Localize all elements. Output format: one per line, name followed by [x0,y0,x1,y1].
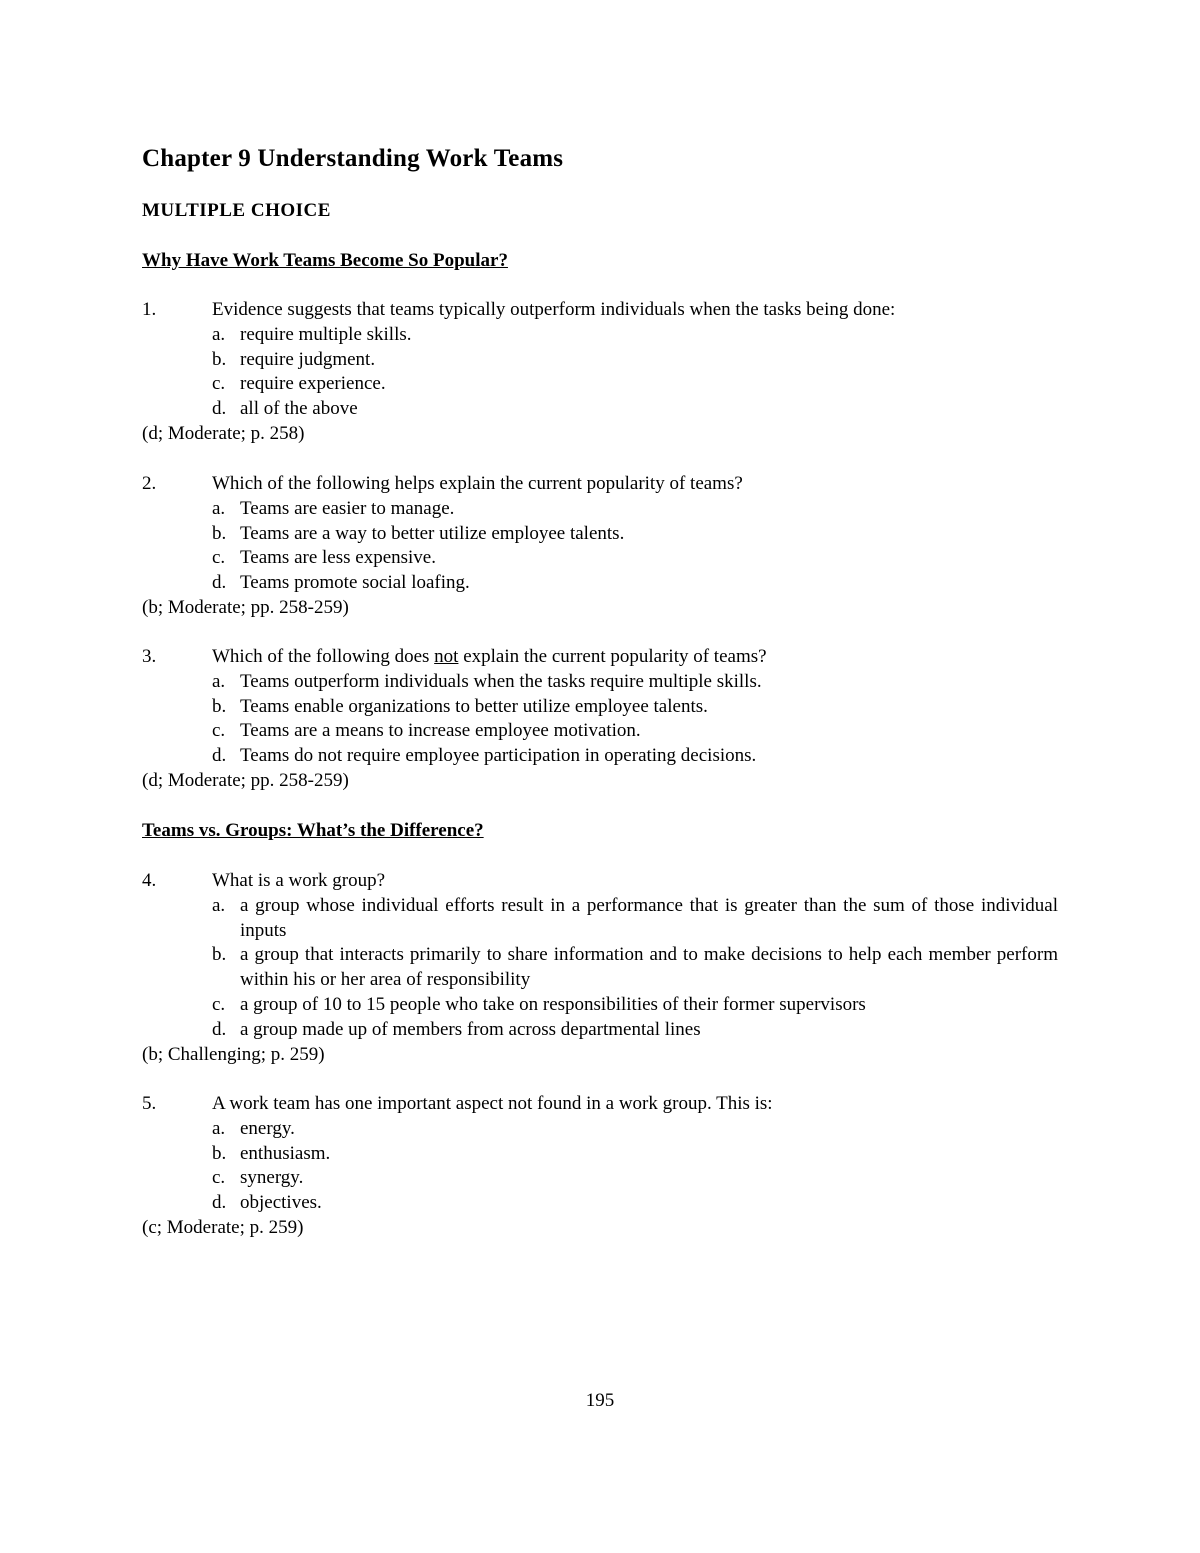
option-text: enthusiasm. [240,1142,331,1164]
question-text: Evidence suggests that teams typically outperform individuals when the tasks being done: [212,299,896,320]
option-text: all of the above [240,398,358,420]
answer-option-b [142,695,1058,720]
question-5 [142,1092,1058,1241]
answer-key: (d; Moderate; pp. 258-259) [142,769,349,791]
question-number: 5. [142,1093,157,1114]
question-number: 1. [142,299,157,320]
option-letter: c. [212,1167,226,1189]
answer-option-d [142,397,1058,422]
answer-option-c [142,1166,1058,1191]
option-letter: b. [212,1142,227,1164]
question-number: 3. [142,646,157,667]
option-text: Teams do not require employee participation in operating decisions. [240,745,757,767]
answer-key: (b; Moderate; pp. 258-259) [142,596,349,618]
option-letter: b. [212,348,227,370]
answer-option-b [142,1142,1058,1167]
option-letter: c. [212,993,226,1015]
option-letter: a. [212,497,226,519]
option-letter: c. [212,373,226,395]
question-stem [142,472,1058,497]
option-letter: d. [212,572,227,594]
answer-option-c [142,719,1058,744]
option-text: require judgment. [240,348,376,370]
option-text: require multiple skills. [240,323,412,345]
option-text: Teams are easier to manage. [240,497,455,519]
answer-options [142,670,1058,769]
answer-key: (c; Moderate; p. 259) [142,1216,304,1238]
option-text: Teams outperform individuals when the tasks require multiple skills. [240,670,762,692]
answer-option-c [142,546,1058,571]
option-letter: c. [212,547,226,569]
question-stem [142,645,1058,670]
chapter-title: Chapter 9 Understanding Work Teams [142,145,564,172]
option-letter: a. [212,323,226,345]
answer-option-c [142,372,1058,397]
question-number: 4. [142,870,157,891]
option-letter: d. [212,1192,227,1214]
question-text: What is a work group? [212,870,386,891]
question-3 [142,645,1058,794]
answer-options [142,1117,1058,1216]
answer-option-a [142,323,1058,348]
option-letter: d. [212,398,227,420]
option-text: synergy. [240,1167,304,1189]
option-letter: b. [212,695,227,717]
option-text: Teams are a means to increase employee motivation. [240,720,641,742]
answer-option-d [142,571,1058,596]
option-letter: a. [212,670,226,692]
answer-options [142,894,1058,1043]
answer-option-d [142,744,1058,769]
subsection-heading-teams-vs-groups: Teams vs. Groups: What’s the Difference? [142,820,484,841]
question-stem [142,869,1058,894]
answer-option-b [142,943,1058,993]
option-text: a group whose individual efforts result in a performance that is greater than the sum of those individual inputs [240,894,1058,941]
option-letter: d. [212,1018,227,1040]
question-number: 2. [142,473,157,494]
question-text [212,645,767,670]
option-letter: a. [212,1117,226,1139]
answer-options [142,497,1058,596]
answer-option-a [142,894,1058,944]
question-1 [142,298,1058,447]
section-label: MULTIPLE CHOICE [142,200,331,221]
option-text: a group made up of members from across departmental lines [240,1018,701,1040]
option-text: require experience. [240,373,386,395]
answer-option-d [142,1191,1058,1216]
question-text: Which of the following helps explain the current popularity of teams? [212,473,743,494]
option-text: Teams enable organizations to better utilize employee talents. [240,695,708,717]
option-letter: b. [212,522,227,544]
answer-option-c [142,993,1058,1018]
answer-option-b [142,522,1058,547]
option-letter: a. [212,894,226,916]
answer-option-b [142,348,1058,373]
option-text: Teams promote social loafing. [240,572,470,594]
page-number: 195 [585,1390,615,1411]
option-letter: d. [212,745,227,767]
option-letter: b. [212,944,227,966]
question-stem [142,298,1058,323]
option-text: a group of 10 to 15 people who take on responsibilities of their former supervisors [240,993,866,1015]
option-text: Teams are less expensive. [240,547,436,569]
question-2 [142,472,1058,621]
subsection-heading-popularity: Why Have Work Teams Become So Popular? [142,250,508,271]
answer-key: (b; Challenging; p. 259) [142,1043,325,1065]
answer-key: (d; Moderate; p. 258) [142,422,305,444]
option-text: a group that interacts primarily to share information and to make decisions to help each member perform within his or her area of responsibility [240,944,1058,991]
answer-option-d [142,1018,1058,1043]
question-stem [142,1092,1058,1117]
option-text: Teams are a way to better utilize employee talents. [240,522,625,544]
question-text-emphasis: not [434,646,459,667]
option-text: energy. [240,1117,295,1139]
question-4 [142,869,1058,1067]
answer-option-a [142,1117,1058,1142]
answer-option-a [142,670,1058,695]
answer-option-a [142,497,1058,522]
question-text: A work team has one important aspect not found in a work group. This is: [212,1093,773,1114]
question-text-after: explain the current popularity of teams? [458,646,767,667]
option-letter: c. [212,720,226,742]
option-text: objectives. [240,1192,322,1214]
answer-options [142,323,1058,422]
question-text-before: Which of the following does [212,646,435,667]
